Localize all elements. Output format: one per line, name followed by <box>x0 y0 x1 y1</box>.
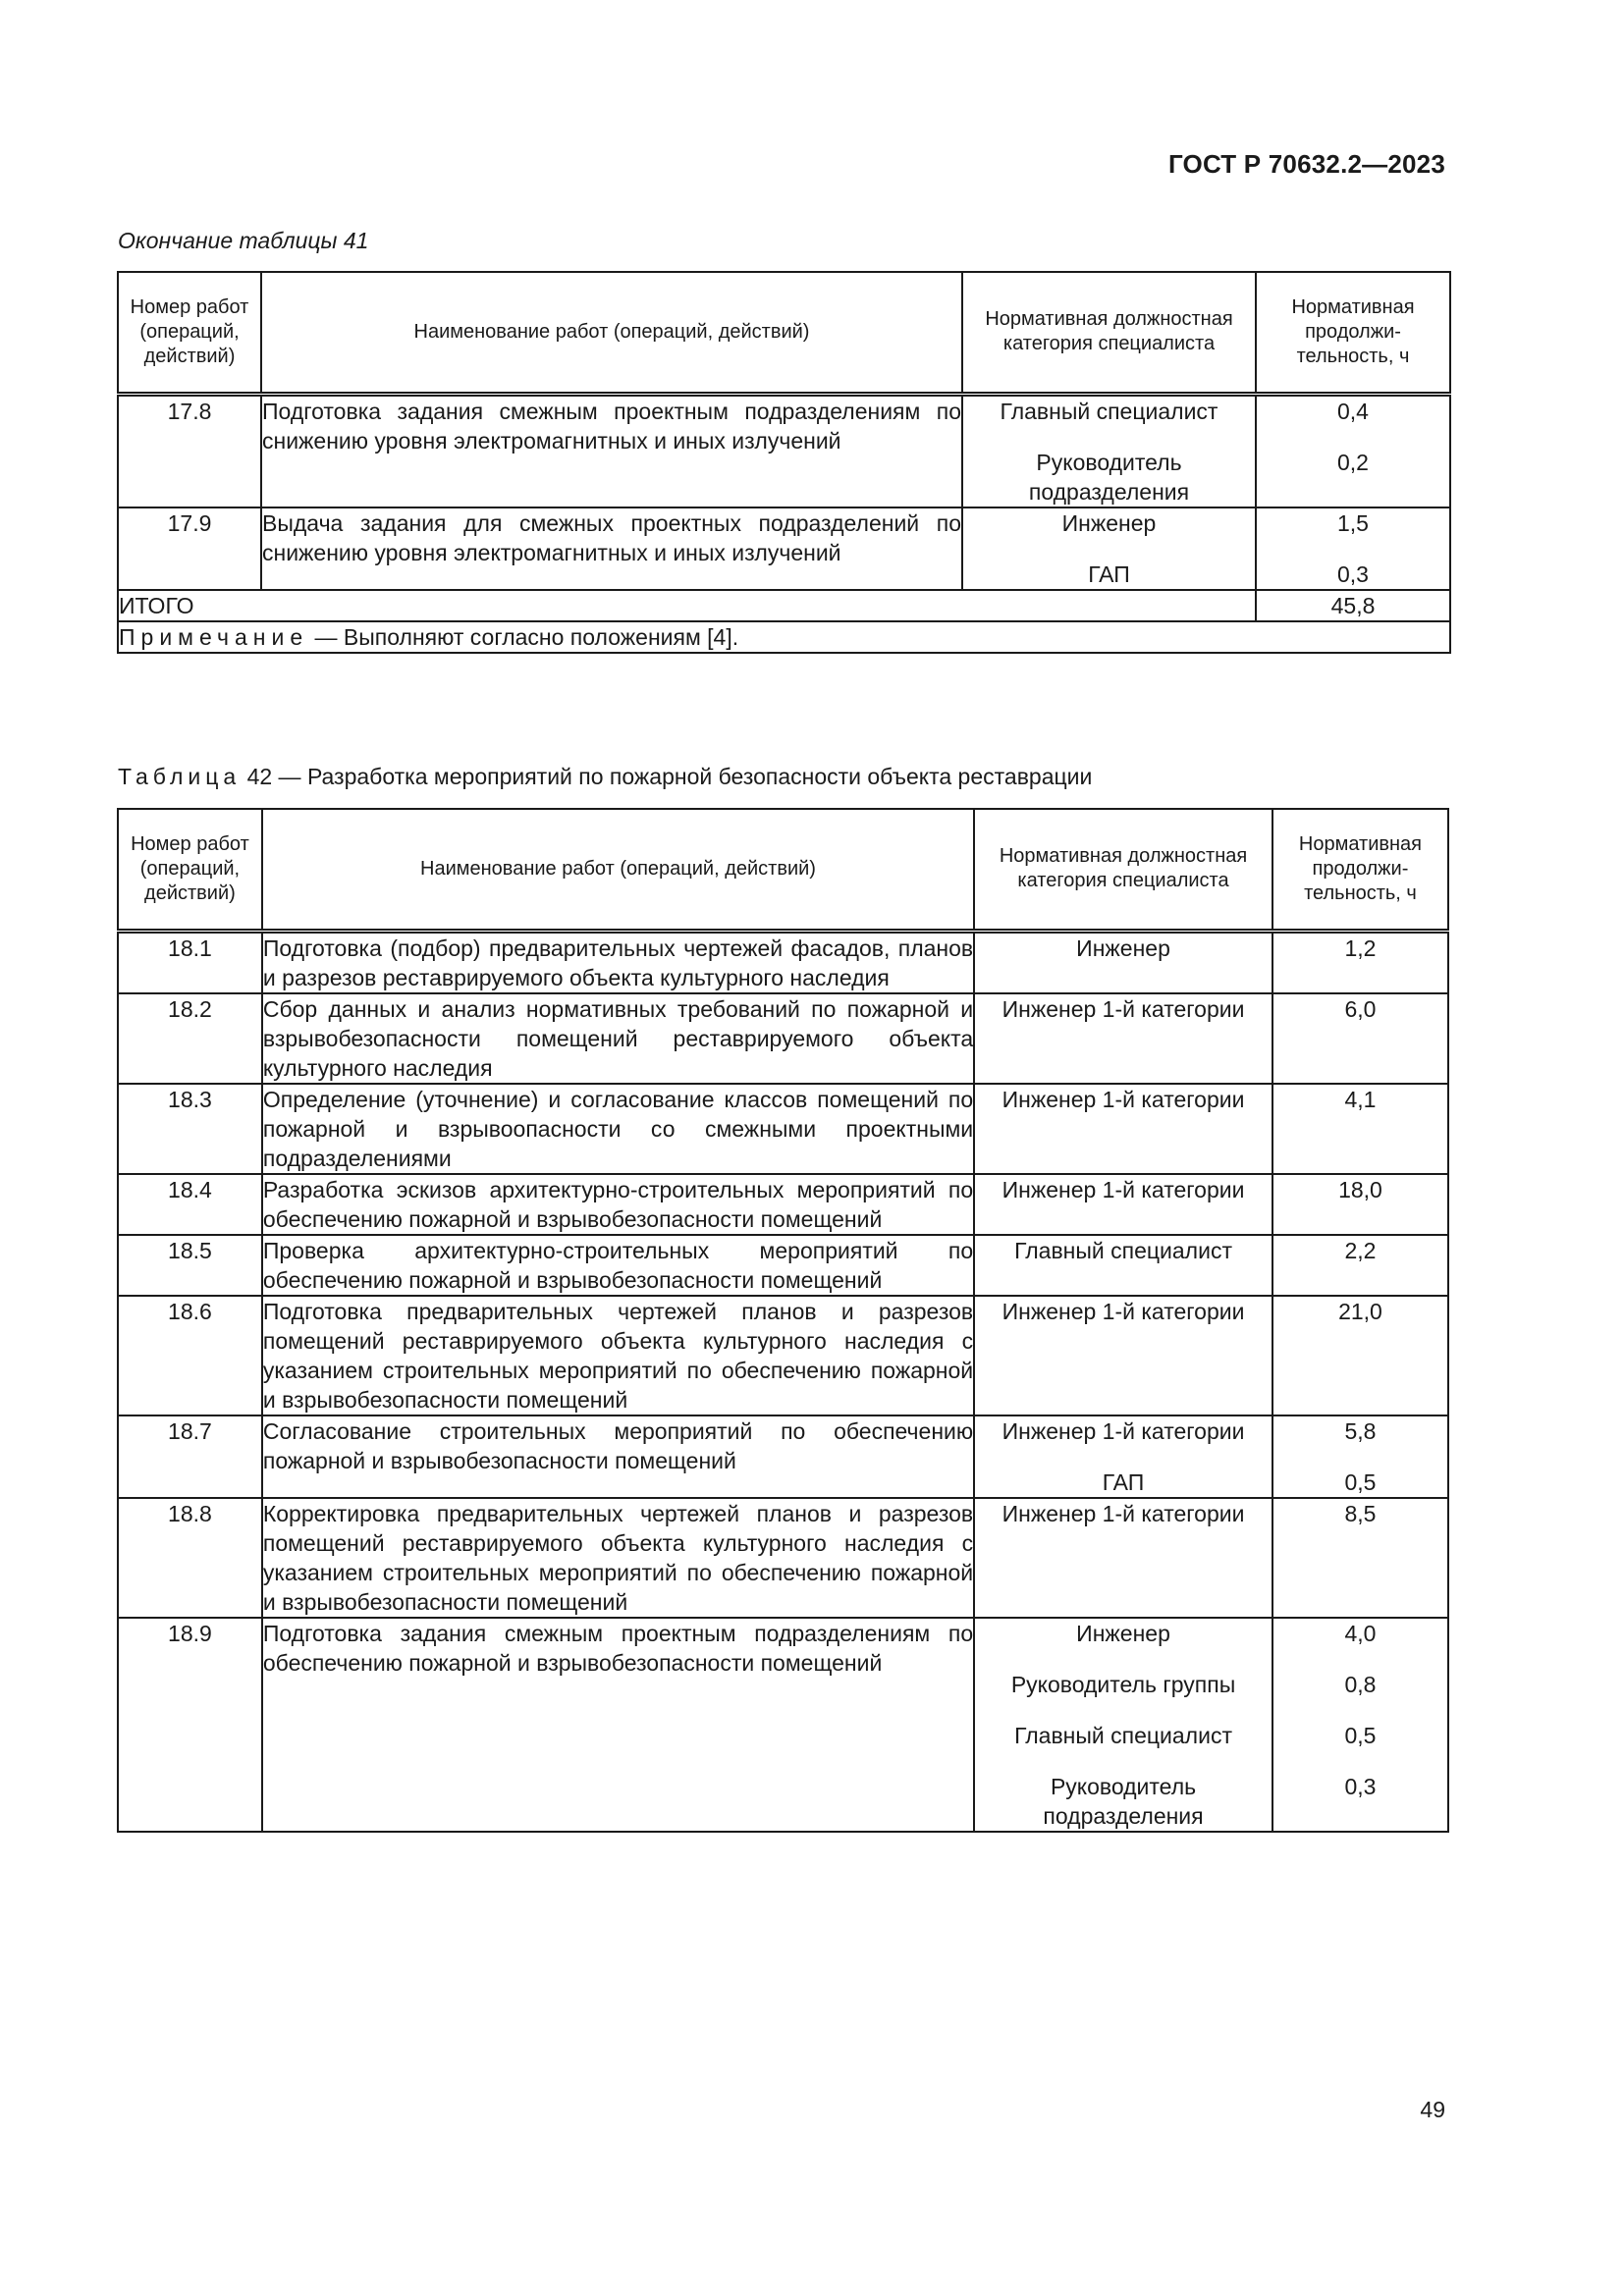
duration-value: 0,3 <box>1344 1773 1377 1799</box>
duration-value: 5,8 <box>1344 1417 1377 1444</box>
note-label: Примечание <box>119 623 309 650</box>
table-row <box>118 1235 1448 1296</box>
table-42-body <box>118 931 1448 1832</box>
duration-value: 1,2 <box>1344 934 1377 961</box>
row-number: 18.9 <box>118 1618 262 1832</box>
specialist-category: Инженер <box>1076 1620 1170 1646</box>
row-duration-cell <box>1256 507 1450 590</box>
table-row <box>118 1415 1448 1498</box>
table-row <box>118 507 1450 590</box>
table-row <box>118 1498 1448 1618</box>
row-work-name: Подготовка задания смежным проектным подразделениям по обеспечению пожарной и взрывобезопасности помещений <box>262 1618 974 1832</box>
row-work-name: Подготовка задания смежным проектным подразделениям по снижению уровня электромагнитных и иных излучений <box>261 394 962 507</box>
col-header-name: Наименование работ (операций, действий) <box>261 272 962 394</box>
row-work-name: Разработка эскизов архитектурно-строительных мероприятий по обеспечению пожарной и взрывобезопасности помещений <box>262 1174 974 1235</box>
row-number: 18.4 <box>118 1174 262 1235</box>
duration-value: 2,2 <box>1344 1237 1377 1263</box>
row-number: 17.9 <box>118 507 261 590</box>
table-42-caption-text: 42 — Разработка мероприятий по пожарной безопасности объекта реставрации <box>241 764 1093 789</box>
row-number: 18.3 <box>118 1084 262 1174</box>
table-row <box>118 1174 1448 1235</box>
specialist-category: Главный специалист <box>1000 398 1218 424</box>
duration-value: 0,5 <box>1344 1722 1377 1748</box>
specialist-category: Инженер 1-й категории <box>1001 1298 1245 1324</box>
row-number: 18.2 <box>118 993 262 1084</box>
row-number: 18.8 <box>118 1498 262 1618</box>
duration-value: 8,5 <box>1344 1500 1377 1526</box>
duration-value: 0,3 <box>1337 561 1369 587</box>
note-text: — Выполняют согласно положениям [4]. <box>308 623 739 650</box>
row-number: 18.1 <box>118 931 262 993</box>
col-header-category: Нормативная должностная категория специалиста <box>974 809 1272 931</box>
row-work-name: Определение (уточнение) и согласование классов помещений по пожарной и взрывоопасности со смежными проектными подразделениями <box>262 1084 974 1174</box>
specialist-category: Руководитель подразделения <box>1043 1773 1204 1829</box>
row-category-cell <box>962 507 1256 590</box>
col-header-number: Номер работ (операций, действий) <box>118 809 262 931</box>
col-header-duration: Нормативная продолжи-тельность, ч <box>1272 809 1448 931</box>
table-row <box>118 1618 1448 1832</box>
row-duration-cell <box>1256 394 1450 507</box>
duration-value: 0,8 <box>1344 1671 1377 1697</box>
row-duration-cell <box>1272 1174 1448 1235</box>
row-number: 17.8 <box>118 394 261 507</box>
row-category-cell <box>974 931 1272 993</box>
row-category-cell <box>974 993 1272 1084</box>
table-row <box>118 1084 1448 1174</box>
specialist-category: Инженер <box>1061 509 1157 536</box>
table-42 <box>117 808 1449 1833</box>
specialist-category: ГАП <box>1088 561 1130 587</box>
specialist-category: ГАП <box>1102 1468 1145 1495</box>
row-work-name: Подготовка (подбор) предварительных чертежей фасадов, планов и разрезов реставрируемого объекта культурного наследия <box>262 931 974 993</box>
duration-value: 1,5 <box>1337 509 1369 536</box>
row-work-name: Корректировка предварительных чертежей планов и разрезов помещений реставрируемого объекта культурного наследия с указанием строительных мероприятий по обеспечению пожарной и взрывобезопасности помещений <box>262 1498 974 1618</box>
row-duration-cell <box>1272 931 1448 993</box>
total-value: 45,8 <box>1256 590 1450 621</box>
col-header-category: Нормативная должностная категория специалиста <box>962 272 1256 394</box>
table-41-body <box>118 394 1450 590</box>
row-work-name: Сбор данных и анализ нормативных требований по пожарной и взрывобезопасности помещений реставрируемого объекта культурного наследия <box>262 993 974 1084</box>
row-number: 18.7 <box>118 1415 262 1498</box>
row-category-cell <box>962 394 1256 507</box>
total-row <box>118 590 1450 621</box>
document-id: ГОСТ Р 70632.2—2023 <box>1167 149 1445 179</box>
row-category-cell <box>974 1296 1272 1415</box>
table-row <box>118 394 1450 507</box>
specialist-category: Главный специалист <box>1014 1722 1232 1748</box>
row-category-cell <box>974 1415 1272 1498</box>
row-work-name: Выдача задания для смежных проектных подразделений по снижению уровня электромагнитных и иных излучений <box>261 507 962 590</box>
row-duration-cell <box>1272 1296 1448 1415</box>
duration-value: 0,4 <box>1337 398 1369 424</box>
duration-value: 4,0 <box>1344 1620 1377 1646</box>
row-category-cell <box>974 1174 1272 1235</box>
duration-value: 18,0 <box>1338 1176 1382 1202</box>
row-duration-cell <box>1272 1084 1448 1174</box>
table-row <box>118 931 1448 993</box>
row-category-cell <box>974 1235 1272 1296</box>
duration-value: 0,2 <box>1337 449 1369 475</box>
row-duration-cell <box>1272 1498 1448 1618</box>
row-category-cell <box>974 1498 1272 1618</box>
row-duration-cell <box>1272 1415 1448 1498</box>
col-header-number: Номер работ (операций, действий) <box>118 272 261 394</box>
row-duration-cell <box>1272 1235 1448 1296</box>
duration-value: 21,0 <box>1338 1298 1382 1324</box>
row-number: 18.5 <box>118 1235 262 1296</box>
table-41 <box>117 271 1451 654</box>
row-work-name: Согласование строительных мероприятий по обеспечению пожарной и взрывобезопасности помещений <box>262 1415 974 1498</box>
row-category-cell <box>974 1084 1272 1174</box>
specialist-category: Инженер 1-й категории <box>1001 1417 1245 1444</box>
table-row <box>118 1296 1448 1415</box>
specialist-category: Инженер 1-й категории <box>1001 1500 1245 1526</box>
note-row <box>118 621 1450 653</box>
table-row <box>118 993 1448 1084</box>
row-number: 18.6 <box>118 1296 262 1415</box>
row-work-name: Подготовка предварительных чертежей планов и разрезов помещений реставрируемого объекта культурного наследия с указанием строительных мероприятий по обеспечению пожарной и взрывобезопасности помещений <box>262 1296 974 1415</box>
specialist-category: Инженер 1-й категории <box>1001 1086 1245 1112</box>
duration-value: 6,0 <box>1344 995 1377 1022</box>
total-label: ИТОГО <box>118 590 1256 621</box>
col-header-name: Наименование работ (операций, действий) <box>262 809 974 931</box>
table-41-caption: Окончание таблицы 41 <box>118 228 369 253</box>
table-note <box>118 621 1450 653</box>
specialist-category: Инженер 1-й категории <box>1001 995 1245 1022</box>
specialist-category: Главный специалист <box>1014 1237 1232 1263</box>
duration-value: 4,1 <box>1344 1086 1377 1112</box>
table-42-caption <box>118 764 1092 790</box>
specialist-category: Инженер <box>1076 934 1170 961</box>
row-duration-cell <box>1272 1618 1448 1832</box>
duration-value: 0,5 <box>1344 1468 1377 1495</box>
table-header-row <box>118 272 1450 394</box>
specialist-category: Инженер 1-й категории <box>1001 1176 1245 1202</box>
row-work-name: Проверка архитектурно-строительных мероприятий по обеспечению пожарной и взрывобезопасности помещений <box>262 1235 974 1296</box>
table-header-row <box>118 809 1448 931</box>
specialist-category: Руководитель подразделения <box>1028 449 1190 505</box>
row-duration-cell <box>1272 993 1448 1084</box>
specialist-category: Руководитель группы <box>1010 1671 1236 1697</box>
page-number: 49 <box>1420 2097 1445 2122</box>
table-42-caption-label: Таблица <box>118 764 242 789</box>
col-header-duration: Нормативная продолжи-тельность, ч <box>1256 272 1450 394</box>
row-category-cell <box>974 1618 1272 1832</box>
